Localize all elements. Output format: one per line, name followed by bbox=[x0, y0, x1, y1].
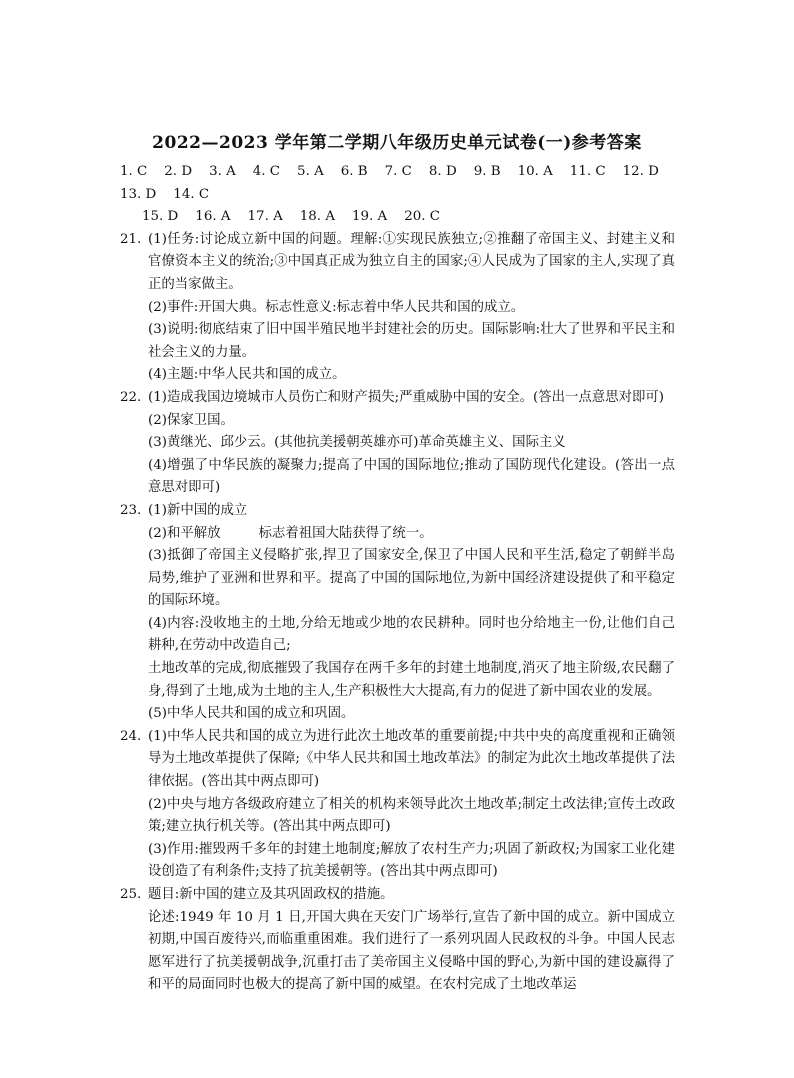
answer-line: (3)抵御了帝国主义侵略扩张,捍卫了国家安全,保卫了中国人民和平生活,稳定了朝鲜半岛局势,维护了亚洲和世界和平。提高了中国的国际地位,为新中国经济建设提供了和平稳定的国际环境。 bbox=[148, 548, 675, 609]
choice-answer: 16. A bbox=[195, 209, 231, 225]
choice-answer: 11. C bbox=[569, 164, 606, 179]
question-number: 22. bbox=[120, 389, 142, 405]
answer-line: (1)造成我国边境城市人员伤亡和财产损失;严重威胁中国的安全。(答出一点意思对即可) bbox=[148, 389, 664, 405]
answer-content bbox=[120, 161, 675, 997]
choice-answers-row-2 bbox=[120, 206, 675, 229]
question-25 bbox=[120, 884, 675, 997]
answer-part: 标志着祖国大陆获得了统一。 bbox=[258, 525, 433, 541]
answer-part: (2)和平解放 bbox=[148, 525, 221, 541]
question-number: 24. bbox=[120, 728, 142, 744]
question-number: 25. bbox=[120, 887, 142, 902]
answer-line: (5)中华人民共和国的成立和巩固。 bbox=[148, 706, 355, 722]
choice-answer: 9. B bbox=[473, 164, 501, 179]
answer-line: (4)主题:中华人民共和国的成立。 bbox=[148, 367, 346, 383]
choice-answer: 18. A bbox=[299, 209, 335, 225]
answer-line: (3)说明:彻底结束了旧中国半殖民地半封建社会的历史。国际影响:壮大了世界和平民主和社会主义的力量。 bbox=[148, 322, 675, 360]
choice-answer: 1. C bbox=[120, 164, 148, 179]
choice-answer: 3. A bbox=[209, 164, 236, 179]
choice-answers-row-1 bbox=[120, 161, 675, 206]
choice-answer: 2. D bbox=[164, 164, 193, 179]
choice-answer: 5. A bbox=[297, 164, 324, 179]
choice-answer: 17. A bbox=[247, 209, 283, 225]
answer-line: (4)增强了中华民族的凝聚力;提高了中国的国际地位;推动了国防现代化建设。(答出一点意思对即可) bbox=[148, 457, 675, 496]
answer-line: (2)事件:开国大典。标志性意义:标志着中华人民共和国的成立。 bbox=[148, 299, 525, 315]
question-number: 23. bbox=[120, 502, 142, 518]
answer-line: 题目:新中国的建立及其巩固政权的措施。 bbox=[148, 887, 394, 902]
answer-line: (1)中华人民共和国的成立为进行此次土地改革的重要前提;中共中央的高度重视和正确领导为土地改革提供了保障;《中华人民共和国土地改革法》的制定为此次土地改革提供了法律依据。(答出其中两点即可) bbox=[148, 728, 675, 790]
answer-line: (4)内容:没收地主的土地,分给无地或少地的农民耕种。同时也分给地主一份,让他们自己耕种,在劳动中改造自己; bbox=[148, 615, 675, 654]
answer-line: (3)作用:摧毁两千多年的封建土地制度;解放了农村生产力;巩固了新政权;为国家工业化建设创造了有利条件;支持了抗美援朝等。(答出其中两点即可) bbox=[148, 841, 675, 880]
answer-line bbox=[148, 523, 675, 546]
answer-line: (2)保家卫国。 bbox=[148, 412, 234, 428]
question-24 bbox=[120, 726, 675, 884]
choice-answer: 6. B bbox=[340, 164, 368, 179]
choice-answer: 14. C bbox=[173, 186, 210, 202]
choice-answer: 10. A bbox=[517, 164, 553, 179]
question-21 bbox=[120, 229, 675, 387]
choice-answer: 12. D bbox=[622, 164, 659, 179]
choice-answer: 4. C bbox=[252, 164, 281, 179]
choice-answer: 20. C bbox=[404, 209, 441, 225]
choice-answer: 8. D bbox=[428, 164, 457, 179]
question-22 bbox=[120, 387, 675, 500]
question-23 bbox=[120, 500, 675, 726]
answer-line: (1)任务:讨论成立新中国的问题。理解:①实现民族独立;②推翻了帝国主义、封建主义和官僚资本主义的统治;③中国真正成为独立自主的国家;④人民成为了国家的主人,实现了真正的当家做主。 bbox=[148, 231, 675, 292]
answer-line: (3)黄继光、邱少云。(其他抗美援朝英雄亦可)革命英雄主义、国际主义 bbox=[148, 435, 566, 451]
choice-answer: 13. D bbox=[120, 186, 157, 202]
page-title: 2022—2023 学年第二学期八年级历史单元试卷(一)参考答案 bbox=[152, 133, 642, 153]
choice-answer: 15. D bbox=[142, 209, 179, 225]
answer-line: (1)新中国的成立 bbox=[148, 502, 248, 518]
choice-answer: 19. A bbox=[352, 209, 388, 225]
choice-answer: 7. C bbox=[384, 164, 412, 179]
question-number: 21. bbox=[120, 231, 142, 247]
answer-line: (2)中央与地方各级政府建立了相关的机构来领导此次土地改革;制定土改法律;宣传土改政策;建立执行机关等。(答出其中两点即可) bbox=[148, 796, 675, 835]
answer-line: 土地改革的完成,彻底摧毁了我国存在两千多年的封建土地制度,消灭了地主阶级,农民翻了身,得到了土地,成为土地的主人,生产积极性大大提高,有力的促进了新中国农业的发展。 bbox=[148, 661, 675, 699]
answer-line: 论述:1949 年 10 月 1 日,开国大典在天安门广场举行,宣告了新中国的成立。新中国成立初期,中国百废待兴,而临重重困难。我们进行了一系列巩固人民政权的斗争。中国人民志愿军进行了抗美援朝战争,沉重打击了美帝国主义侵略中国的野心,为新中国的建设赢得了和平的局面同时也极大的提高了新中国的威望。在农村完成了土地改革运 bbox=[148, 909, 675, 993]
